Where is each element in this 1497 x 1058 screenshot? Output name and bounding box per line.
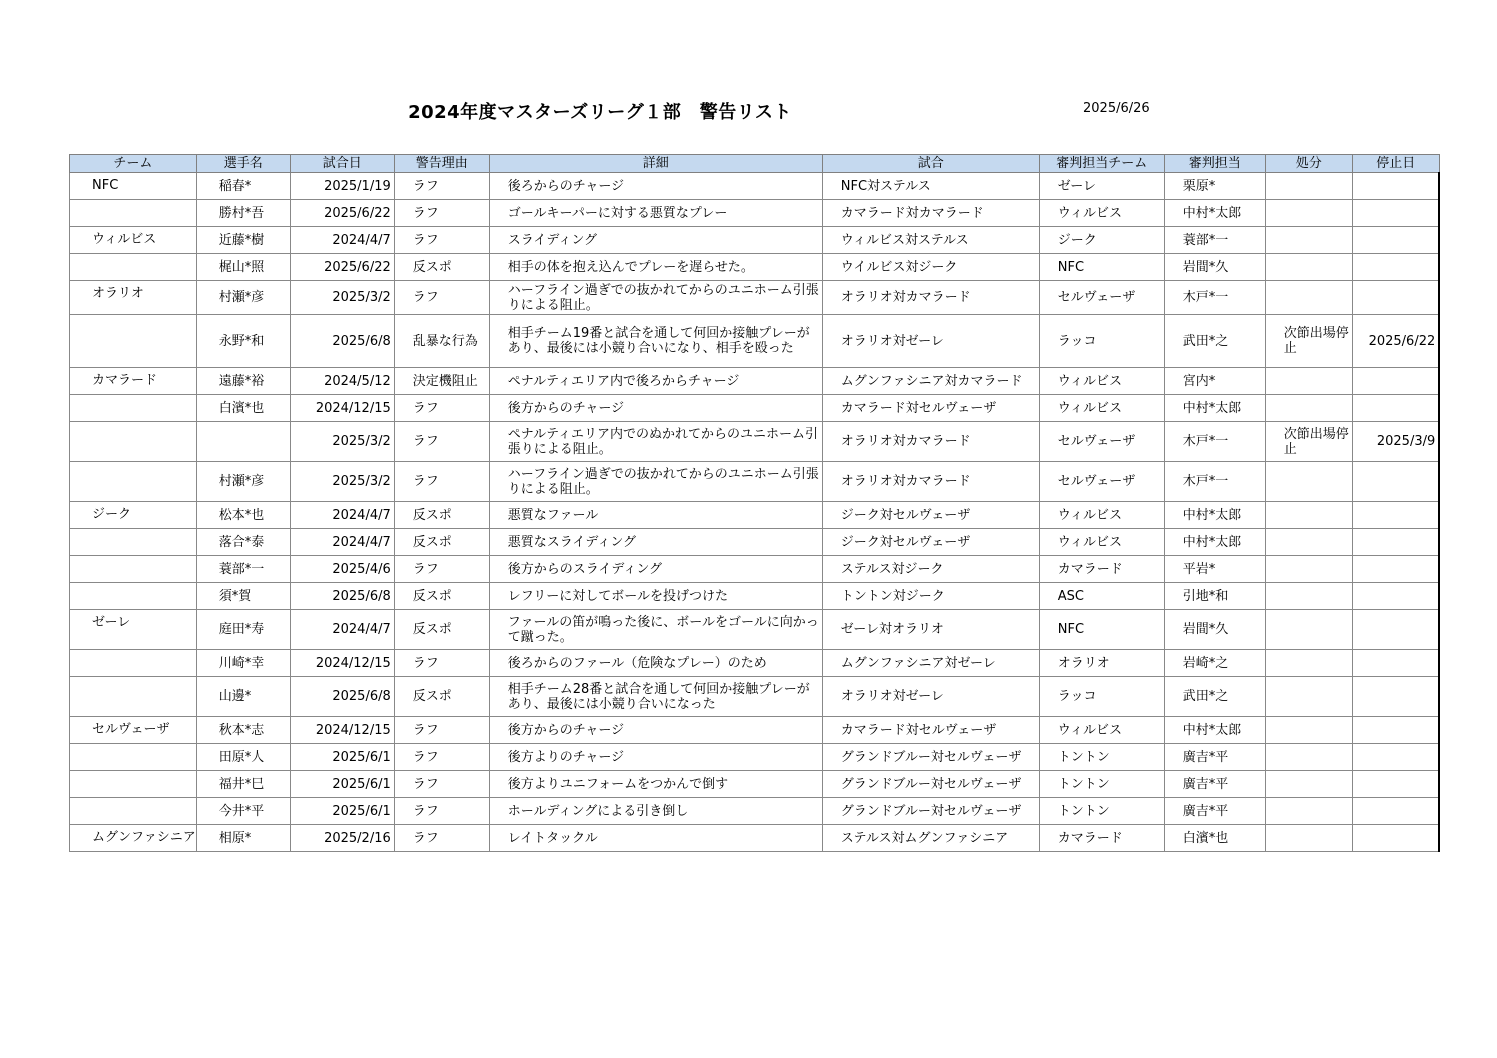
- cell-ref: 蓑部*一: [1164, 227, 1265, 254]
- cell-ref-team: NFC: [1039, 610, 1164, 650]
- cell-ref: 木戸*一: [1164, 422, 1265, 462]
- cell-penalty: [1265, 502, 1352, 529]
- cell-team: カマラード: [70, 368, 197, 395]
- table-row: [70, 200, 1440, 227]
- cell-detail: 後方からのチャージ: [489, 395, 822, 422]
- cell-reason: 反スポ: [394, 254, 489, 281]
- cell-team: [70, 315, 197, 368]
- cell-match: グランドブルー対セルヴェーザ: [822, 798, 1039, 825]
- cell-team: [70, 529, 197, 556]
- cell-reason: ラフ: [394, 173, 489, 200]
- cell-penalty: [1265, 173, 1352, 200]
- cell-ref-team: ASC: [1039, 583, 1164, 610]
- cell-team: [70, 650, 197, 677]
- document-date: 2025/6/26: [1083, 101, 1150, 116]
- cell-team: [70, 744, 197, 771]
- cell-team: セルヴェーザ: [70, 717, 197, 744]
- column-header: 停止日: [1352, 155, 1439, 173]
- cell-team: [70, 677, 197, 717]
- page-title: 2024年度マスターズリーグ１部 警告リスト: [408, 102, 792, 123]
- cell-ref: 廣吉*平: [1164, 798, 1265, 825]
- cell-match: オラリオ対ゼーレ: [822, 315, 1039, 368]
- cell-ref: 武田*之: [1164, 677, 1265, 717]
- cell-match: ゼーレ対オラリオ: [822, 610, 1039, 650]
- cell-team: [70, 556, 197, 583]
- cell-player: 村瀬*彦: [196, 462, 290, 502]
- cell-reason: 決定機阻止: [394, 368, 489, 395]
- cell-detail: 相手の体を抱え込んでプレーを遅らせた。: [489, 254, 822, 281]
- cell-ref-team: NFC: [1039, 254, 1164, 281]
- cell-match: オラリオ対ゼーレ: [822, 677, 1039, 717]
- cell-ref: 平岩*: [1164, 556, 1265, 583]
- cell-penalty: [1265, 395, 1352, 422]
- cell-ref: 中村*太郎: [1164, 529, 1265, 556]
- cell-ref-team: ウィルビス: [1039, 529, 1164, 556]
- cell-ref-team: セルヴェーザ: [1039, 281, 1164, 315]
- cell-detail: 後ろからのチャージ: [489, 173, 822, 200]
- cell-reason: ラフ: [394, 422, 489, 462]
- cell-team: [70, 798, 197, 825]
- cell-reason: 反スポ: [394, 677, 489, 717]
- table-row: [70, 173, 1440, 200]
- cell-reason: ラフ: [394, 825, 489, 852]
- cell-penalty: [1265, 556, 1352, 583]
- cell-ref: 宮内*: [1164, 368, 1265, 395]
- table-row: [70, 368, 1440, 395]
- cell-ref: 岩崎*之: [1164, 650, 1265, 677]
- cell-player: 勝村*吾: [196, 200, 290, 227]
- cell-reason: ラフ: [394, 744, 489, 771]
- cell-detail: 後方よりユニフォームをつかんで倒す: [489, 771, 822, 798]
- column-header: 詳細: [489, 155, 822, 173]
- cell-stop: [1352, 650, 1439, 677]
- cell-date: 2025/2/16: [290, 825, 394, 852]
- cell-player: [196, 422, 290, 462]
- cell-ref: 岩間*久: [1164, 610, 1265, 650]
- cell-match: ウィルビス対ステルス: [822, 227, 1039, 254]
- cell-stop: [1352, 556, 1439, 583]
- cell-match: カマラード対セルヴェーザ: [822, 395, 1039, 422]
- table-row: [70, 650, 1440, 677]
- cell-ref-team: ジーク: [1039, 227, 1164, 254]
- cell-date: 2025/6/1: [290, 798, 394, 825]
- cell-penalty: [1265, 227, 1352, 254]
- cell-reason: 反スポ: [394, 583, 489, 610]
- cell-detail: ペナルティエリア内でのぬかれてからのユニホーム引張りによる阻止。: [489, 422, 822, 462]
- table-row: [70, 395, 1440, 422]
- cell-date: 2024/4/7: [290, 502, 394, 529]
- cell-team: [70, 462, 197, 502]
- cell-player: 近藤*樹: [196, 227, 290, 254]
- cell-ref: 中村*太郎: [1164, 395, 1265, 422]
- cell-date: 2025/3/2: [290, 422, 394, 462]
- cell-ref-team: カマラード: [1039, 825, 1164, 852]
- cell-reason: 反スポ: [394, 529, 489, 556]
- cell-detail: 後方からのチャージ: [489, 717, 822, 744]
- cell-match: カマラード対カマラード: [822, 200, 1039, 227]
- cell-date: 2025/6/22: [290, 200, 394, 227]
- cell-reason: 反スポ: [394, 502, 489, 529]
- cell-reason: ラフ: [394, 556, 489, 583]
- table-row: [70, 744, 1440, 771]
- table-row: [70, 798, 1440, 825]
- cell-detail: ペナルティエリア内で後ろからチャージ: [489, 368, 822, 395]
- cell-detail: ハーフライン過ぎでの抜かれてからのユニホーム引張りによる阻止。: [489, 462, 822, 502]
- cell-detail: ホールディングによる引き倒し: [489, 798, 822, 825]
- cell-ref: 白濱*也: [1164, 825, 1265, 852]
- cell-detail: ファールの笛が鳴った後に、ボールをゴールに向かって蹴った。: [489, 610, 822, 650]
- cell-penalty: 次節出場停止: [1265, 315, 1352, 368]
- cell-penalty: [1265, 744, 1352, 771]
- cell-player: 村瀬*彦: [196, 281, 290, 315]
- cell-penalty: [1265, 254, 1352, 281]
- cell-ref-team: ゼーレ: [1039, 173, 1164, 200]
- cell-date: 2025/6/1: [290, 744, 394, 771]
- cell-ref: 武田*之: [1164, 315, 1265, 368]
- cell-ref-team: トントン: [1039, 771, 1164, 798]
- cell-team: ジーク: [70, 502, 197, 529]
- table-row: [70, 502, 1440, 529]
- cell-stop: [1352, 462, 1439, 502]
- table-row: [70, 556, 1440, 583]
- cell-reason: ラフ: [394, 227, 489, 254]
- cell-reason: ラフ: [394, 771, 489, 798]
- cell-match: グランドブルー対セルヴェーザ: [822, 744, 1039, 771]
- cell-player: 永野*和: [196, 315, 290, 368]
- cell-player: 相原*: [196, 825, 290, 852]
- cell-penalty: [1265, 281, 1352, 315]
- cell-date: 2025/6/22: [290, 254, 394, 281]
- cell-penalty: 次節出場停止: [1265, 422, 1352, 462]
- cell-player: 稲春*: [196, 173, 290, 200]
- cell-date: 2024/4/7: [290, 610, 394, 650]
- cell-date: 2025/6/1: [290, 771, 394, 798]
- cell-detail: 後方よりのチャージ: [489, 744, 822, 771]
- cell-ref: 木戸*一: [1164, 462, 1265, 502]
- cell-match: ムグンファシニア対ゼーレ: [822, 650, 1039, 677]
- column-header: 試合日: [290, 155, 394, 173]
- cell-detail: 後方からのスライディング: [489, 556, 822, 583]
- cell-detail: 相手チーム19番と試合を通して何回か接触プレーがあり、最後には小競り合いになり、相手を殴った: [489, 315, 822, 368]
- cell-date: 2024/4/7: [290, 529, 394, 556]
- cell-team: [70, 395, 197, 422]
- cell-date: 2025/6/8: [290, 315, 394, 368]
- cell-reason: ラフ: [394, 462, 489, 502]
- cell-ref-team: カマラード: [1039, 556, 1164, 583]
- cell-match: オラリオ対カマラード: [822, 462, 1039, 502]
- table-row: [70, 717, 1440, 744]
- cell-reason: ラフ: [394, 281, 489, 315]
- cell-reason: ラフ: [394, 200, 489, 227]
- cell-ref: 廣吉*平: [1164, 744, 1265, 771]
- cell-date: 2024/12/15: [290, 650, 394, 677]
- column-header: 試合: [822, 155, 1039, 173]
- cell-stop: [1352, 529, 1439, 556]
- cell-match: オラリオ対カマラード: [822, 281, 1039, 315]
- cell-ref-team: ウィルビス: [1039, 502, 1164, 529]
- cell-stop: [1352, 254, 1439, 281]
- cell-ref: 中村*太郎: [1164, 502, 1265, 529]
- cell-ref: 岩間*久: [1164, 254, 1265, 281]
- cell-date: 2024/4/7: [290, 227, 394, 254]
- cell-stop: [1352, 395, 1439, 422]
- warning-table: [69, 154, 1440, 852]
- column-header: 審判担当: [1164, 155, 1265, 173]
- cell-stop: 2025/3/9: [1352, 422, 1439, 462]
- cell-penalty: [1265, 677, 1352, 717]
- cell-ref-team: ウィルビス: [1039, 368, 1164, 395]
- cell-penalty: [1265, 462, 1352, 502]
- table-row: [70, 227, 1440, 254]
- cell-penalty: [1265, 368, 1352, 395]
- header-row: [70, 155, 1440, 173]
- cell-stop: [1352, 771, 1439, 798]
- cell-player: 福井*巳: [196, 771, 290, 798]
- cell-team: ムグンファシニア: [70, 825, 197, 852]
- cell-team: オラリオ: [70, 281, 197, 315]
- cell-player: 白濱*也: [196, 395, 290, 422]
- cell-player: 秋本*志: [196, 717, 290, 744]
- cell-date: 2025/1/19: [290, 173, 394, 200]
- cell-ref-team: ウィルビス: [1039, 200, 1164, 227]
- cell-team: ウィルビス: [70, 227, 197, 254]
- cell-detail: ゴールキーパーに対する悪質なプレー: [489, 200, 822, 227]
- cell-player: 落合*泰: [196, 529, 290, 556]
- cell-player: 田原*人: [196, 744, 290, 771]
- cell-ref-team: オラリオ: [1039, 650, 1164, 677]
- cell-match: ステルス対ムグンファシニア: [822, 825, 1039, 852]
- cell-detail: レフリーに対してボールを投げつけた: [489, 583, 822, 610]
- cell-ref: 引地*和: [1164, 583, 1265, 610]
- cell-team: [70, 583, 197, 610]
- cell-match: ジーク対セルヴェーザ: [822, 502, 1039, 529]
- cell-reason: ラフ: [394, 798, 489, 825]
- table-row: [70, 422, 1440, 462]
- cell-penalty: [1265, 610, 1352, 650]
- cell-penalty: [1265, 650, 1352, 677]
- cell-team: ゼーレ: [70, 610, 197, 650]
- cell-stop: [1352, 825, 1439, 852]
- cell-reason: 乱暴な行為: [394, 315, 489, 368]
- cell-stop: [1352, 173, 1439, 200]
- cell-player: 梶山*照: [196, 254, 290, 281]
- cell-date: 2024/5/12: [290, 368, 394, 395]
- cell-detail: 相手チーム28番と試合を通して何回か接触プレーがあり、最後には小競り合いになった: [489, 677, 822, 717]
- cell-stop: [1352, 281, 1439, 315]
- cell-stop: [1352, 677, 1439, 717]
- cell-date: 2025/4/6: [290, 556, 394, 583]
- cell-penalty: [1265, 583, 1352, 610]
- cell-detail: 悪質なスライディング: [489, 529, 822, 556]
- cell-team: [70, 771, 197, 798]
- table-row: [70, 677, 1440, 717]
- cell-date: 2025/6/8: [290, 677, 394, 717]
- cell-player: 松本*也: [196, 502, 290, 529]
- cell-match: NFC対ステルス: [822, 173, 1039, 200]
- cell-ref-team: セルヴェーザ: [1039, 422, 1164, 462]
- cell-reason: ラフ: [394, 395, 489, 422]
- cell-player: 山邊*: [196, 677, 290, 717]
- cell-ref: 木戸*一: [1164, 281, 1265, 315]
- cell-stop: 2025/6/22: [1352, 315, 1439, 368]
- cell-reason: ラフ: [394, 717, 489, 744]
- cell-ref-team: セルヴェーザ: [1039, 462, 1164, 502]
- cell-stop: [1352, 368, 1439, 395]
- cell-match: ムグンファシニア対カマラード: [822, 368, 1039, 395]
- cell-player: 須*賀: [196, 583, 290, 610]
- cell-date: 2025/3/2: [290, 462, 394, 502]
- cell-ref-team: ウィルビス: [1039, 395, 1164, 422]
- cell-match: ステルス対ジーク: [822, 556, 1039, 583]
- cell-penalty: [1265, 200, 1352, 227]
- cell-team: [70, 422, 197, 462]
- cell-penalty: [1265, 529, 1352, 556]
- cell-team: [70, 254, 197, 281]
- column-header: 審判担当チーム: [1039, 155, 1164, 173]
- cell-ref-team: トントン: [1039, 744, 1164, 771]
- column-header: 選手名: [196, 155, 290, 173]
- cell-stop: [1352, 200, 1439, 227]
- cell-match: グランドブルー対セルヴェーザ: [822, 771, 1039, 798]
- cell-detail: 悪質なファール: [489, 502, 822, 529]
- cell-stop: [1352, 798, 1439, 825]
- cell-player: 川崎*幸: [196, 650, 290, 677]
- cell-detail: 後ろからのファール（危険なプレー）のため: [489, 650, 822, 677]
- cell-penalty: [1265, 825, 1352, 852]
- cell-detail: スライディング: [489, 227, 822, 254]
- cell-player: 庭田*寿: [196, 610, 290, 650]
- cell-player: 蓑部*一: [196, 556, 290, 583]
- table-row: [70, 462, 1440, 502]
- cell-reason: ラフ: [394, 650, 489, 677]
- cell-penalty: [1265, 771, 1352, 798]
- cell-ref-team: トントン: [1039, 798, 1164, 825]
- cell-team: NFC: [70, 173, 197, 200]
- table-row: [70, 529, 1440, 556]
- column-header: チーム: [70, 155, 197, 173]
- cell-detail: レイトタックル: [489, 825, 822, 852]
- cell-ref-team: ラッコ: [1039, 677, 1164, 717]
- cell-penalty: [1265, 798, 1352, 825]
- cell-ref: 廣吉*平: [1164, 771, 1265, 798]
- cell-date: 2024/12/15: [290, 395, 394, 422]
- column-header: 処分: [1265, 155, 1352, 173]
- cell-match: オラリオ対カマラード: [822, 422, 1039, 462]
- cell-team: [70, 200, 197, 227]
- cell-ref: 中村*太郎: [1164, 717, 1265, 744]
- cell-stop: [1352, 610, 1439, 650]
- table-row: [70, 315, 1440, 368]
- cell-match: トントン対ジーク: [822, 583, 1039, 610]
- cell-stop: [1352, 583, 1439, 610]
- cell-ref-team: ウィルビス: [1039, 717, 1164, 744]
- cell-ref: 中村*太郎: [1164, 200, 1265, 227]
- cell-player: 今井*平: [196, 798, 290, 825]
- cell-date: 2025/3/2: [290, 281, 394, 315]
- column-header: 警告理由: [394, 155, 489, 173]
- cell-stop: [1352, 227, 1439, 254]
- cell-date: 2024/12/15: [290, 717, 394, 744]
- cell-detail: ハーフライン過ぎでの抜かれてからのユニホーム引張りによる阻止。: [489, 281, 822, 315]
- cell-stop: [1352, 717, 1439, 744]
- cell-match: カマラード対セルヴェーザ: [822, 717, 1039, 744]
- table-row: [70, 771, 1440, 798]
- cell-stop: [1352, 744, 1439, 771]
- cell-reason: 反スポ: [394, 610, 489, 650]
- cell-ref: 栗原*: [1164, 173, 1265, 200]
- table-row: [70, 281, 1440, 315]
- cell-match: ジーク対セルヴェーザ: [822, 529, 1039, 556]
- cell-player: 遠藤*裕: [196, 368, 290, 395]
- cell-ref-team: ラッコ: [1039, 315, 1164, 368]
- table-row: [70, 254, 1440, 281]
- table-row: [70, 825, 1440, 852]
- cell-match: ウイルビス対ジーク: [822, 254, 1039, 281]
- cell-penalty: [1265, 717, 1352, 744]
- table-row: [70, 583, 1440, 610]
- cell-date: 2025/6/8: [290, 583, 394, 610]
- table-row: [70, 610, 1440, 650]
- cell-stop: [1352, 502, 1439, 529]
